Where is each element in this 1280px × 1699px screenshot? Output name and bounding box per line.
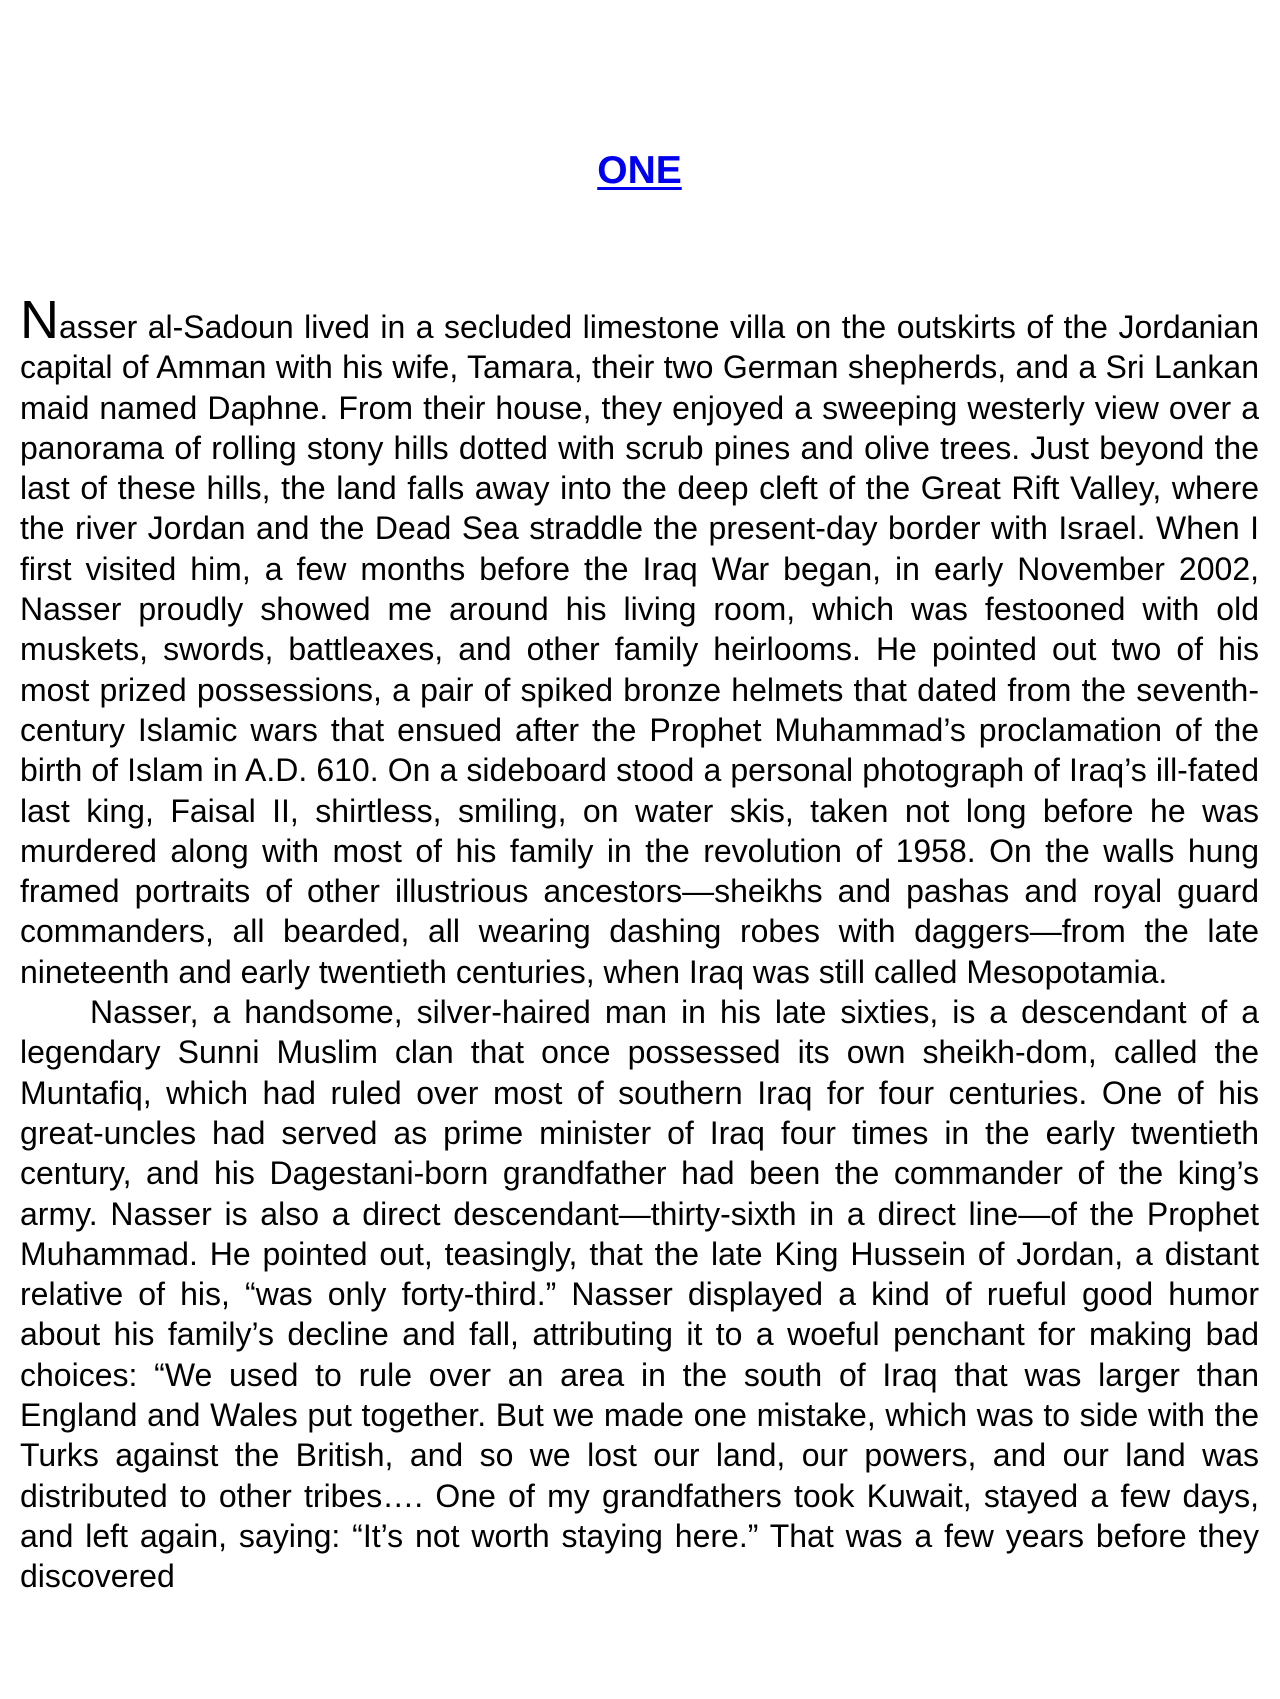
chapter-body xyxy=(20,290,1259,1597)
book-page xyxy=(20,0,1259,1699)
chapter-title-link[interactable]: ONE xyxy=(597,149,682,192)
paragraph-1 xyxy=(20,290,1259,992)
paragraph-2-text: Nasser, a handsome, silver-haired man in his late sixties, is a descendant of a legendary Sunni Muslim clan that once possessed its own sheikh-dom, called the Muntafiq, which had ruled over most of southern Iraq for four centuries. One of his great-uncles had served as prime minister of Iraq four times in the early twentieth century, and his Dagestani-born grandfather had been the commander of the king’s army. Nasser is also a direct descendant—thirty-sixth in a direct line—of the Prophet Muhammad. He pointed out, teasingly, that the late King Hussein of Jordan, a distant relative of his, “was only forty-third.” Nasser displayed a kind of rueful good humor about his family’s decline and fall, attributing it to a woeful penchant for making bad choices: “We used to rule over an area in the south of Iraq that was larger than England and Wales put together. But we made one mistake, which was to side with the Turks against the British, and so we lost our land, our powers, and our land was distributed to other tribes…. One of my grandfathers took Kuwait, stayed a few days, and left again, saying: “It’s not worth staying here.” That was a few years before they discovered xyxy=(20,994,1259,1595)
chapter-heading xyxy=(20,148,1259,194)
drop-cap-letter: N xyxy=(20,290,59,350)
paragraph-2 xyxy=(20,992,1259,1596)
paragraph-1-text: asser al-Sadoun lived in a secluded limestone villa on the outskirts of the Jordanian capital of Amman with his wife, Tamara, their two German shepherds, and a Sri Lankan maid named Daphne. From their house, they enjoyed a sweeping westerly view over a panorama of rolling stony hills dotted with scrub pines and olive trees. Just beyond the last of these hills, the land falls away into the deep cleft of the Great Rift Valley, where the river Jordan and the Dead Sea straddle the present-day border with Israel. When I first visited him, a few months before the Iraq War began, in early November 2002, Nasser proudly showed me around his living room, which was festooned with old muskets, swords, battleaxes, and other family heirlooms. He pointed out two of his most prized possessions, a pair of spiked bronze helmets that dated from the seventh-century Islamic wars that ensued after the Prophet Muhammad’s proclamation of the birth of Islam in A.D. 610. On a sideboard stood a personal photograph of Iraq’s ill-fated last king, Faisal II, shirtless, smiling, on water skis, taken not long before he was murdered along with most of his family in the revolution of 1958. On the walls hung framed portraits of other illustrious ancestors—sheikhs and pashas and royal guard commanders, all bearded, all wearing dashing robes with daggers—from the late nineteenth and early twentieth centuries, when Iraq was still called Mesopotamia. xyxy=(20,309,1259,990)
